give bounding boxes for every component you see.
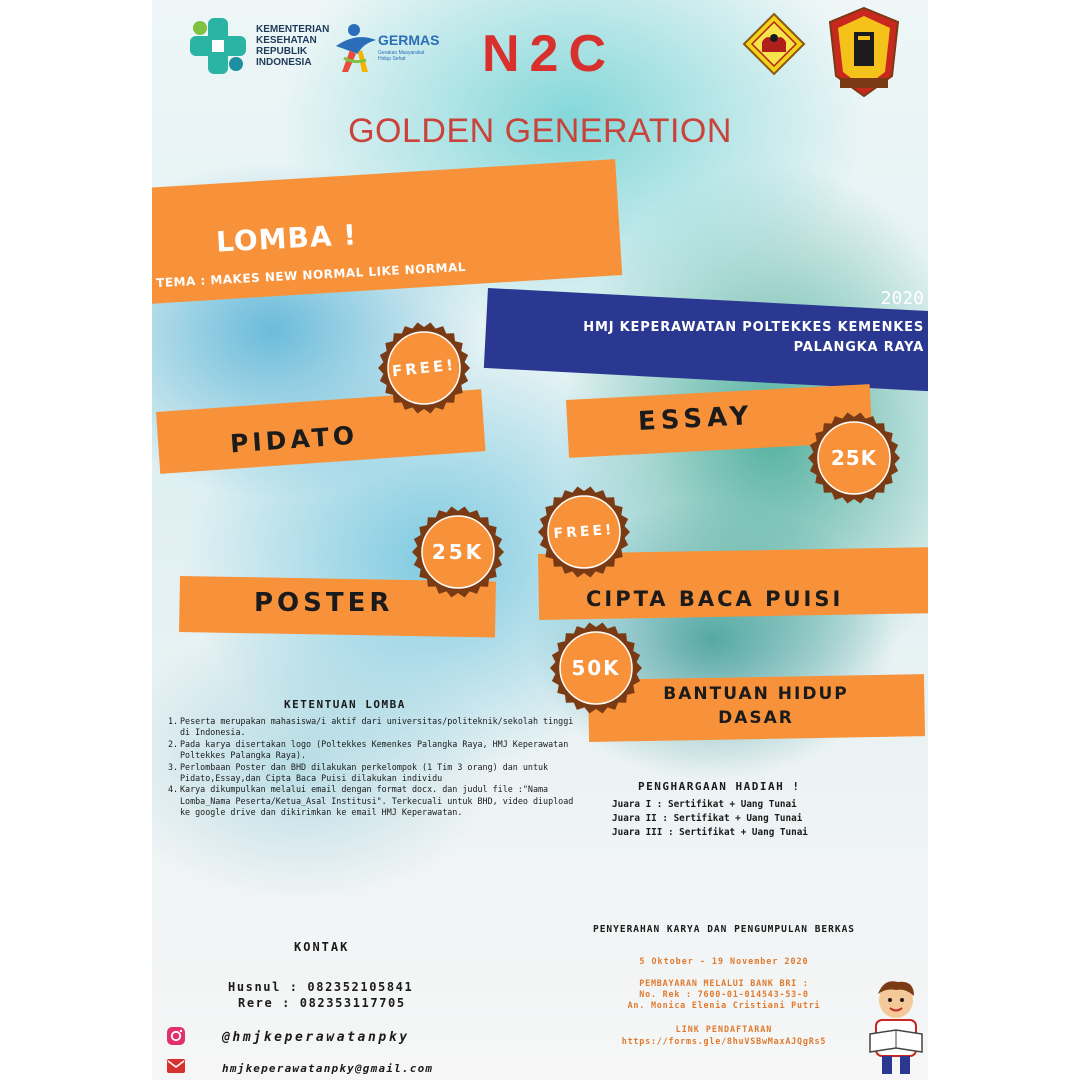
kemenkes-logo-icon — [186, 14, 250, 78]
prize-item: Juara I : Sertifikat + Uang Tunai — [612, 799, 797, 810]
headline: GOLDEN GENERATION — [348, 112, 732, 150]
submission-title: PENYERAHAN KARYA DAN PENGUMPULAN BERKAS — [592, 924, 856, 935]
germas-title: GERMAS — [378, 32, 440, 48]
rule-item: 3. Perlombaan Poster dan BHD dilakukan perkelompok (1 Tim 3 orang) dan untuk Pidato,Essay,dan Cipta Baca Puisi dilakukan individu — [168, 761, 549, 784]
fee-label: 50K — [571, 656, 621, 680]
fee-badge-pidato — [376, 320, 472, 416]
organizer-year: 2020 — [880, 288, 924, 309]
payment-info — [554, 978, 894, 1011]
rule-item: 4. Karya dikumpulkan melalui email dengan format docx. dan judul file :"Nama Lomba_Nama Peserta/Ketua_Asal Institusi". Terkecuali untuk BHD, video diupload ke google drive dan dikirimkan ke email HMJ Keperawatan. — [168, 784, 574, 818]
contact-person-1: Husnul : 082352105841 — [228, 980, 414, 994]
hmj-keperawatan-emblem-icon — [826, 6, 902, 98]
registration-link-title: LINK PENDAFTARAN — [675, 1024, 773, 1034]
reading-child-icon — [866, 978, 926, 1078]
rule-text: Pada karya disertakan logo (Poltekkes Kemenkes Palangka Raya, HMJ Keperawatan Poltekkes Palangka Raya). — [180, 738, 569, 761]
rule-item: 1. Peserta merupakan mahasiswa/i aktif dari universitas/politeknik/sekolah tinggi di Indonesia. — [168, 716, 574, 738]
kemenkes-line: KESEHATAN — [256, 35, 317, 46]
competition-bhd-line1: BANTUAN HIDUP — [663, 684, 849, 704]
kemenkes-line: REPUBLIK — [256, 46, 308, 57]
fee-label: 25K — [830, 446, 878, 470]
rule-item: 2. Pada karya disertakan logo (Poltekkes Kemenkes Palangka Raya, HMJ Keperawatan Poltekkes Palangka Raya). — [168, 738, 569, 761]
competition-pidato: PIDATO — [229, 420, 359, 459]
prizes-list — [612, 798, 808, 840]
instagram-icon — [166, 1026, 186, 1046]
prize-item: Juara III : Sertifikat + Uang Tunai — [612, 827, 808, 838]
kemenkes-wordmark — [256, 24, 329, 68]
germas-logo-icon — [332, 20, 380, 76]
event-code-title: N2C — [482, 25, 617, 83]
fee-badge-puisi — [536, 484, 632, 580]
fee-label: 25K — [431, 540, 485, 564]
email-address[interactable]: hmjkeperawatanpky@gmail.com — [222, 1062, 434, 1075]
poster — [152, 0, 928, 1080]
prize-item: Juara II : Sertifikat + Uang Tunai — [612, 813, 803, 824]
rule-text: Peserta merupakan mahasiswa/i aktif dari universitas/politeknik/sekolah tinggi di Indonesia. — [180, 716, 574, 738]
fee-badge-poster — [410, 504, 506, 600]
poltekkes-emblem-icon — [742, 12, 806, 76]
lomba-title: LOMBA ! — [215, 218, 358, 259]
rule-text: Perlombaan Poster dan BHD dilakukan perkelompok (1 Tim 3 orang) dan untuk Pidato,Essay,dan Cipta Baca Puisi dilakukan individu — [180, 761, 549, 784]
fee-badge-essay — [806, 410, 902, 506]
competition-cipta-baca-puisi: CIPTA BACA PUISI — [586, 587, 844, 611]
organizer-name: HMJ KEPERAWATAN POLTEKKES KEMENKES — [583, 320, 924, 335]
competition-essay: ESSAY — [637, 400, 755, 438]
germas-subtitle: Gerakan Masyarakat Hidup Sehat — [378, 50, 425, 62]
prizes-title: PENGHARGAAN HADIAH ! — [638, 780, 801, 793]
fee-badge-bhd — [548, 620, 644, 716]
mail-icon — [166, 1058, 186, 1074]
registration-link[interactable]: https://forms.gle/8huVSBwMaxAJQgRs5 — [621, 1036, 827, 1046]
fee-label: FREE! — [553, 521, 615, 543]
lomba-theme: TEMA : MAKES NEW NORMAL LIKE NORMAL — [155, 259, 467, 291]
fee-label: FREE! — [391, 355, 457, 381]
competition-bhd-line2: DASAR — [718, 708, 794, 728]
account-number: No. Rek : 7600-01-014543-53-0 — [639, 989, 809, 999]
account-name: An. Monica Elenia Cristiani Putri — [627, 1000, 821, 1010]
competition-poster: POSTER — [254, 588, 394, 618]
contact-person-2: Rere : 082353117705 — [238, 996, 406, 1010]
instagram-handle[interactable]: @hmjkeperawatanpky — [222, 1030, 410, 1045]
kemenkes-line: INDONESIA — [256, 57, 312, 68]
contact-title: KONTAK — [294, 940, 350, 954]
rules-title: KETENTUAN LOMBA — [284, 698, 406, 711]
rules-list — [168, 716, 588, 819]
organizer-city: PALANGKA RAYA — [793, 340, 924, 355]
submission-dates: 5 Oktober - 19 November 2020 — [639, 956, 809, 966]
kemenkes-line: KEMENTERIAN — [256, 24, 330, 35]
payment-title: PEMBAYARAN MELALUI BANK BRI : — [639, 978, 809, 988]
rule-text: Karya dikumpulkan melalui email dengan format docx. dan judul file :"Nama Lomba_Nama Peserta/Ketua_Asal Institusi". Terkecuali untuk BHD, video diupload ke google drive dan dikirimkan ke email HMJ Keperawatan. — [180, 784, 574, 818]
